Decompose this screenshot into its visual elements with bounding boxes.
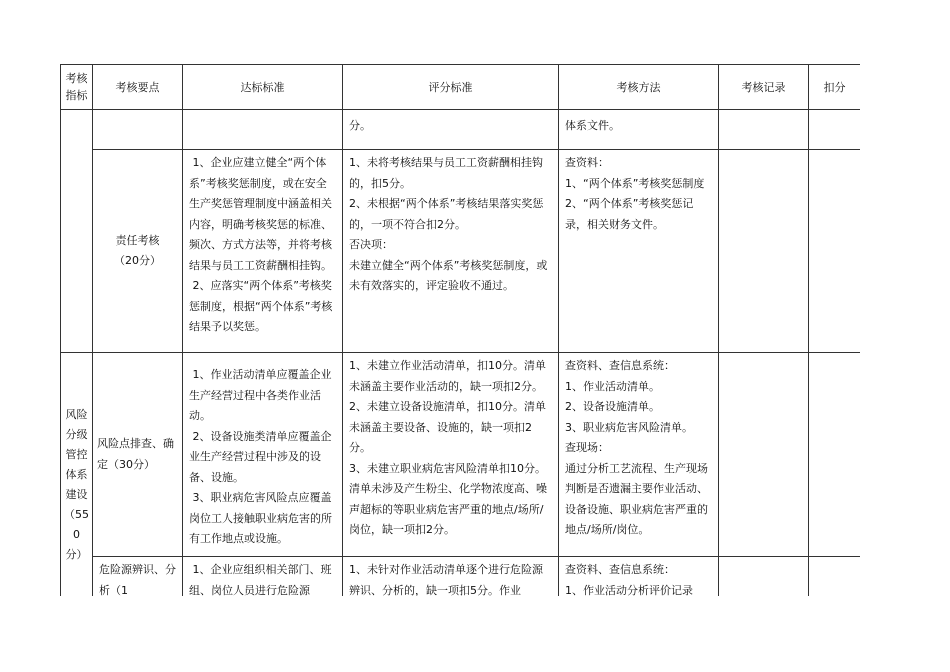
key-point-cell: 风险点排查、确定（30分） bbox=[93, 353, 183, 557]
indicator-cell: 风险 分级 管控 体系 建设 （55 0 分） bbox=[61, 353, 93, 597]
method-cell: 查资料、查信息系统： 1、作业活动清单。 2、设备设施清单。 3、职业病危害风险清单。 查现场： 通过分析工艺流程、生产现场判断是否遗漏主要作业活动、设备设施、职业病危害严重的地点/场所/岗位。 bbox=[559, 353, 719, 557]
standard-cell: 1、企业应组织相关部门、班组、岗位人员进行危险源 bbox=[183, 557, 343, 597]
scoring-cell: 1、未针对作业活动清单逐个进行危险源辨识、分析的，缺一项扣5分。作业 bbox=[343, 557, 559, 597]
deduction-cell bbox=[809, 150, 861, 353]
scoring-cell: 1、未建立作业活动清单，扣10分。清单未涵盖主要作业活动的，缺一项扣2分。 2、未建立设备设施清单，扣10分。清单未涵盖主要设备、设施的，缺一项扣2分。 3、未建立职业病危害风险清单扣10分。清单未涉及产生粉尘、化学物浓度高、噪声超标的等职业病危害严重的地点/场所/岗位，缺一项扣2分。 bbox=[343, 353, 559, 557]
table-row bbox=[61, 110, 861, 150]
assessment-table bbox=[60, 64, 860, 596]
key-point-cell: 危险源辨识、分析（1 bbox=[93, 557, 183, 597]
table-row bbox=[61, 353, 861, 557]
table-row bbox=[61, 557, 861, 597]
method-cell: 查资料： 1、“两个体系”考核奖惩制度 2、“两个体系”考核奖惩记录，相关财务文件。 bbox=[559, 150, 719, 353]
scoring-cell: 1、未将考核结果与员工工资薪酬相挂钩的，扣5分。 2、未根据“两个体系”考核结果落实奖惩的，一项不符合扣2分。 否决项： 未建立健全“两个体系”考核奖惩制度，或未有效落实的，评定验收不通过。 bbox=[343, 150, 559, 353]
key-point-cell bbox=[93, 110, 183, 150]
header-record: 考核记录 bbox=[719, 65, 809, 110]
standard-cell: 1、企业应建立健全“两个体系”考核奖惩制度，或在安全生产奖惩管理制度中涵盖相关内容，明确考核奖惩的标准、频次、方式方法等，并将考核结果与员工工资薪酬相挂钩。 2、应落实“两个体系”考核奖惩制度，根据“两个体系”考核结果予以奖惩。 bbox=[183, 150, 343, 353]
header-key-points: 考核要点 bbox=[93, 65, 183, 110]
table-row bbox=[61, 150, 861, 353]
table-header-row bbox=[61, 65, 861, 110]
record-cell bbox=[719, 353, 809, 557]
deduction-cell bbox=[809, 110, 861, 150]
assessment-table-page bbox=[60, 64, 860, 596]
header-standard: 达标标准 bbox=[183, 65, 343, 110]
standard-cell bbox=[183, 110, 343, 150]
method-cell: 体系文件。 bbox=[559, 110, 719, 150]
standard-cell: 1、作业活动清单应覆盖企业生产经营过程中各类作业活动。 2、设备设施类清单应覆盖企业生产经营过程中涉及的设备、设施。 3、职业病危害风险点应覆盖岗位工人接触职业病危害的所有工作地点或设施。 bbox=[183, 353, 343, 557]
key-point-cell: 责任考核 （20分） bbox=[93, 150, 183, 353]
deduction-cell bbox=[809, 353, 861, 557]
header-deduction: 扣分 bbox=[809, 65, 861, 110]
record-cell bbox=[719, 150, 809, 353]
record-cell bbox=[719, 557, 809, 597]
header-indicator: 考核 指标 bbox=[61, 65, 93, 110]
method-cell: 查资料、查信息系统： 1、作业活动分析评价记录 bbox=[559, 557, 719, 597]
scoring-cell: 分。 bbox=[343, 110, 559, 150]
record-cell bbox=[719, 110, 809, 150]
deduction-cell bbox=[809, 557, 861, 597]
indicator-cell-continued bbox=[61, 110, 93, 353]
header-scoring: 评分标准 bbox=[343, 65, 559, 110]
header-method: 考核方法 bbox=[559, 65, 719, 110]
